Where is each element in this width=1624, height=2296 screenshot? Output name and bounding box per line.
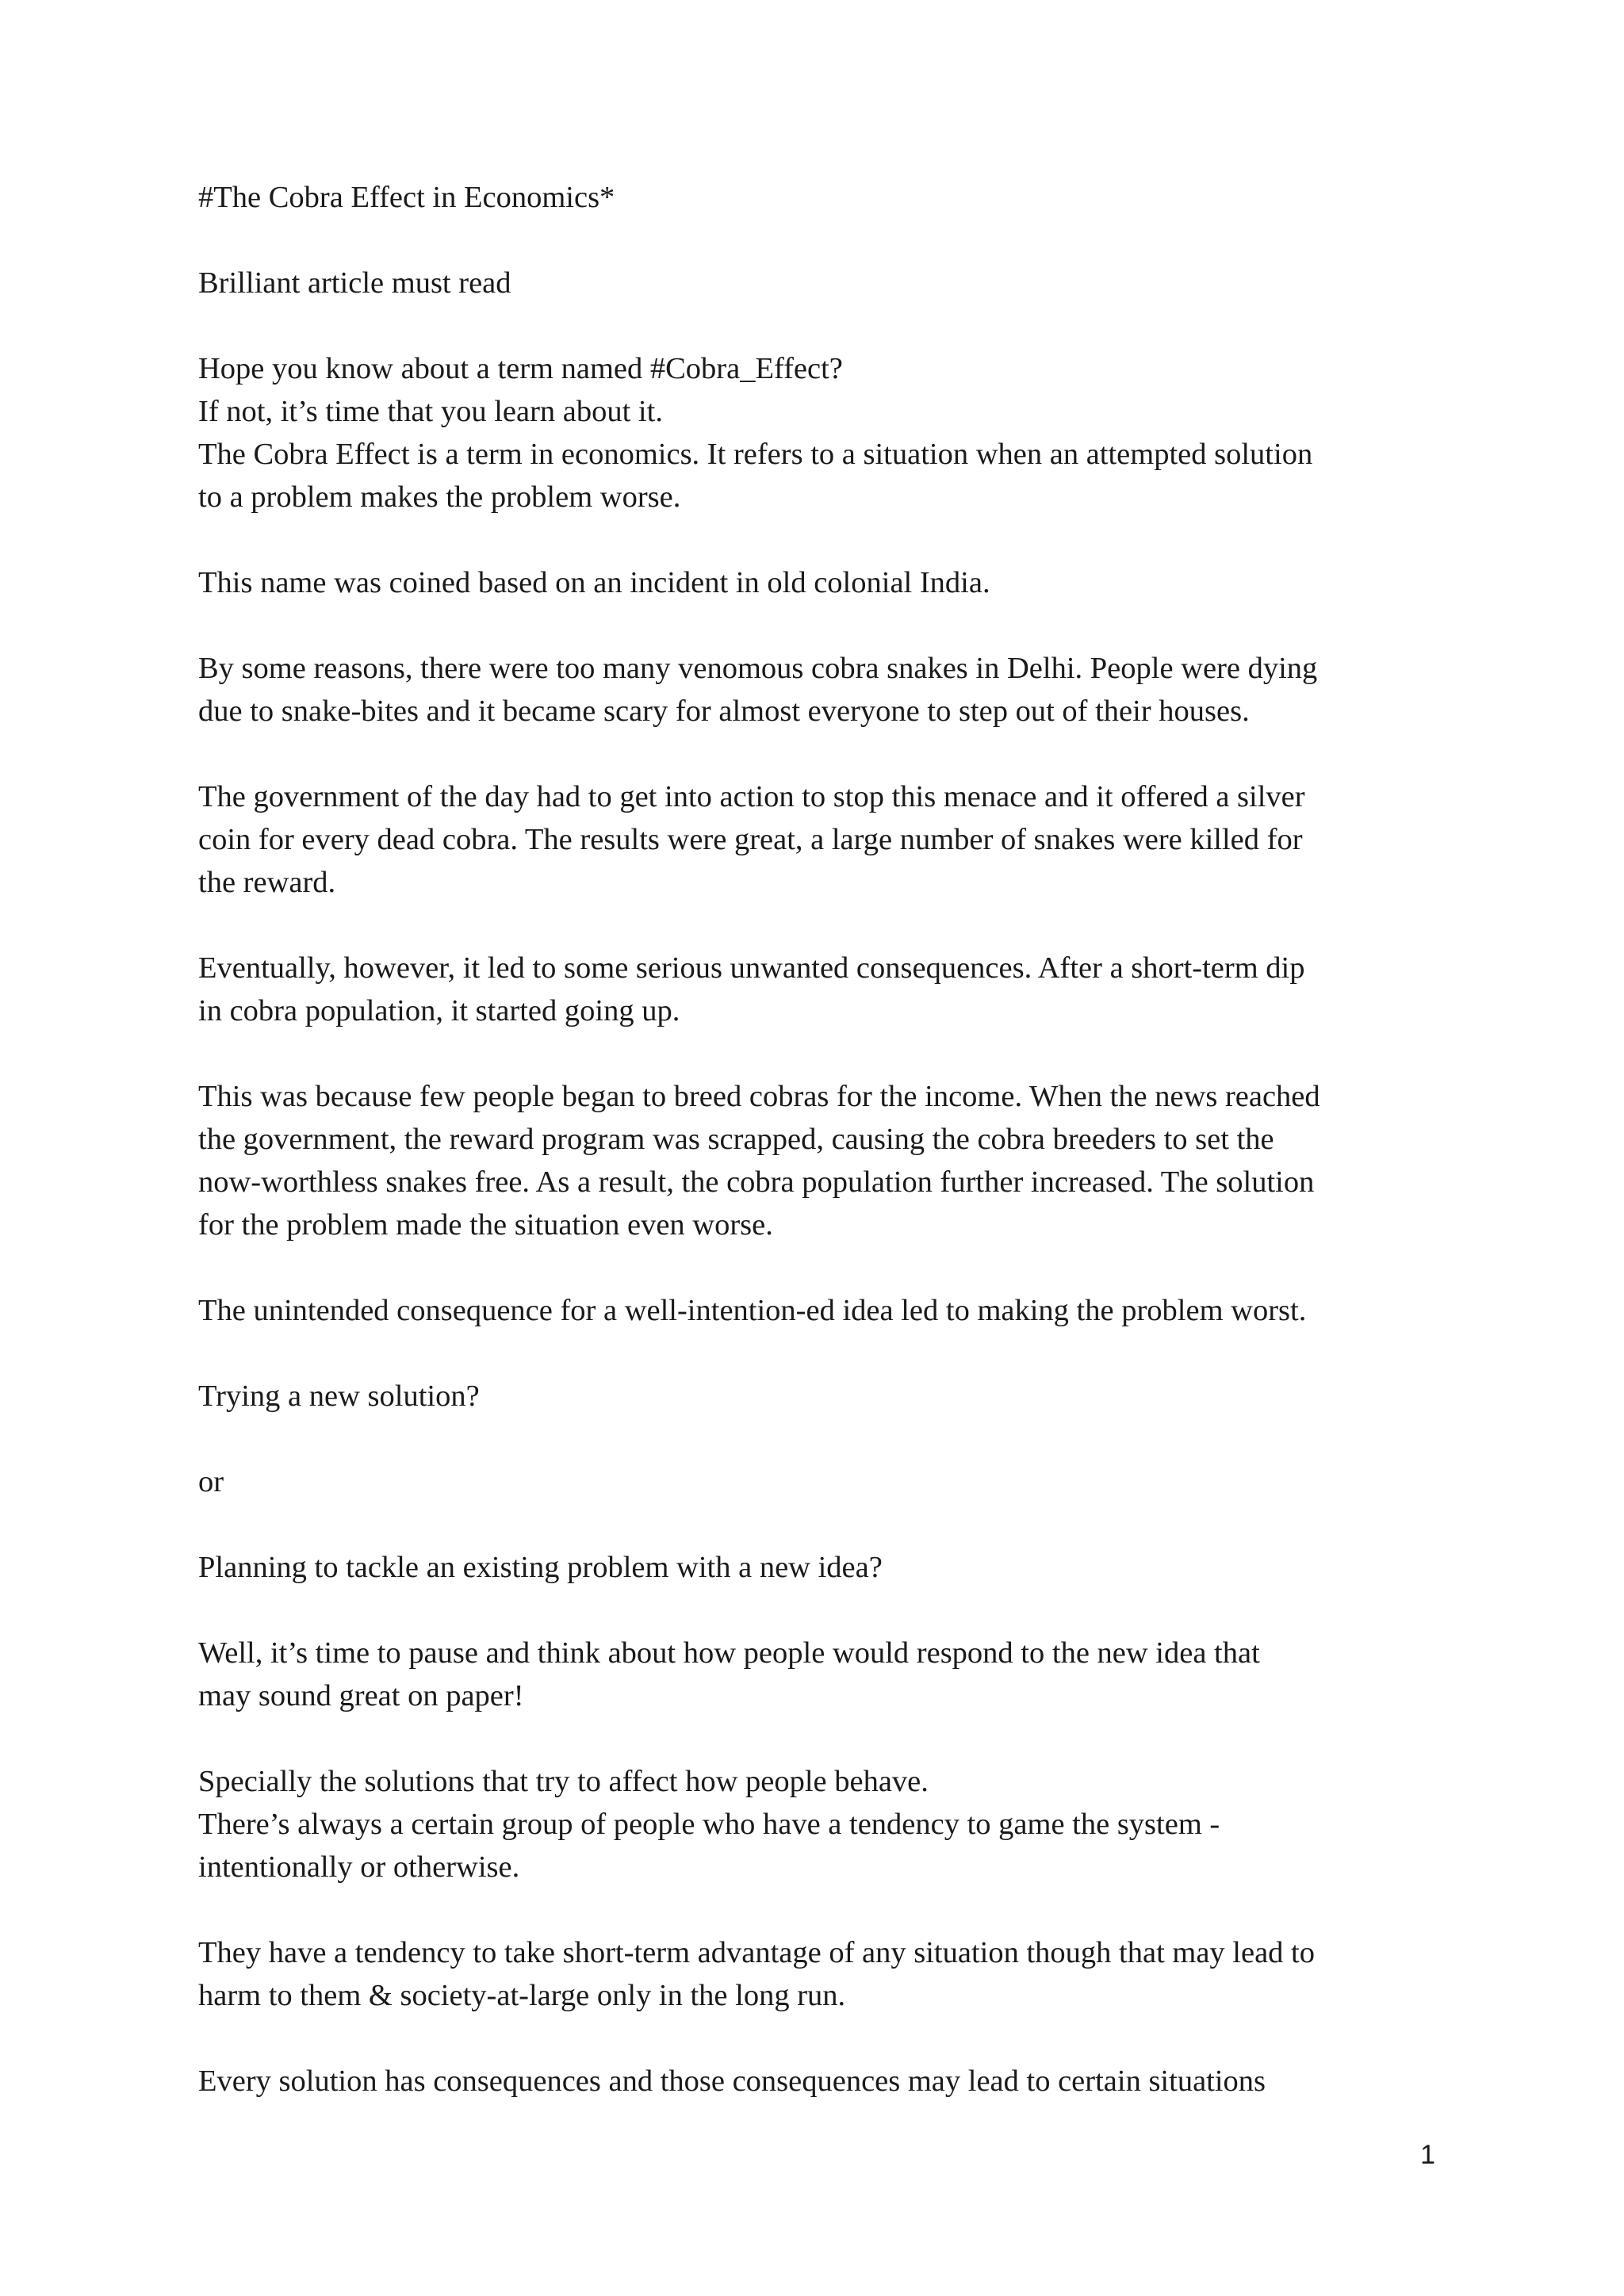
text-line: This was because few people began to breed cobras for the income. When the news reached bbox=[198, 1080, 1320, 1113]
text-line: The government of the day had to get into action to stop this menace and it offered a silver bbox=[198, 780, 1305, 813]
paragraph bbox=[198, 1931, 1443, 2017]
text-line: There’s always a certain group of people who have a tendency to game the system - bbox=[198, 1808, 1220, 1841]
text-line: They have a tendency to take short-term advantage of any situation though that may lead to bbox=[198, 1936, 1315, 1969]
text-line: due to snake-bites and it became scary for almost everyone to step out of their houses. bbox=[198, 695, 1250, 728]
text-line: to a problem makes the problem worse. bbox=[198, 480, 681, 514]
text-line: Every solution has consequences and those consequences may lead to certain situations bbox=[198, 2064, 1266, 2098]
paragraph bbox=[198, 1760, 1443, 1888]
paragraph bbox=[198, 561, 1443, 604]
text-line: in cobra population, it started going up. bbox=[198, 994, 680, 1027]
text-line: Brilliant article must read bbox=[198, 266, 511, 300]
text-line: may sound great on paper! bbox=[198, 1679, 524, 1712]
text-line: intentionally or otherwise. bbox=[198, 1850, 520, 1884]
page-number: 1 bbox=[1420, 2140, 1435, 2170]
text-line: harm to them & society-at-large only in the long run. bbox=[198, 1979, 846, 2012]
text-line: Trying a new solution? bbox=[198, 1380, 480, 1413]
paragraph bbox=[198, 1632, 1443, 1717]
text-line: the reward. bbox=[198, 866, 336, 899]
text-line: coin for every dead cobra. The results were great, a large number of snakes were killed for bbox=[198, 823, 1303, 856]
paragraph bbox=[198, 1289, 1443, 1332]
paragraph bbox=[198, 1375, 1443, 1418]
document-title bbox=[198, 176, 1443, 219]
text-line: #The Cobra Effect in Economics* bbox=[198, 181, 615, 214]
text-line: for the problem made the situation even worse. bbox=[198, 1208, 773, 1242]
text-line: or bbox=[198, 1465, 224, 1498]
paragraph bbox=[198, 347, 1443, 519]
text-line: the government, the reward program was scrapped, causing the cobra breeders to set the bbox=[198, 1123, 1274, 1156]
text-line: By some reasons, there were too many venomous cobra snakes in Delhi. People were dying bbox=[198, 652, 1318, 685]
paragraph bbox=[198, 1546, 1443, 1589]
text-line: Specially the solutions that try to affect how people behave. bbox=[198, 1765, 929, 1798]
paragraph bbox=[198, 775, 1443, 904]
paragraph bbox=[198, 947, 1443, 1032]
text-line: If not, it’s time that you learn about it. bbox=[198, 395, 663, 428]
paragraph bbox=[198, 1460, 1443, 1503]
text-line: Well, it’s time to pause and think about how people would respond to the new idea that bbox=[198, 1636, 1260, 1670]
paragraph bbox=[198, 262, 1443, 304]
text-line: Hope you know about a term named #Cobra_Effect? bbox=[198, 352, 843, 385]
paragraph bbox=[198, 1075, 1443, 1246]
text-line: Eventually, however, it led to some serious unwanted consequences. After a short-term dip bbox=[198, 951, 1305, 985]
paragraph bbox=[198, 2060, 1443, 2103]
paragraph bbox=[198, 647, 1443, 733]
text-line: now-worthless snakes free. As a result, the cobra population further increased. The solution bbox=[198, 1165, 1315, 1199]
text-line: This name was coined based on an incident in old colonial India. bbox=[198, 566, 990, 599]
text-line: The unintended consequence for a well-intention-ed idea led to making the problem worst. bbox=[198, 1294, 1307, 1327]
text-line: Planning to tackle an existing problem with a new idea? bbox=[198, 1551, 883, 1584]
document-body bbox=[198, 176, 1443, 2145]
text-line: The Cobra Effect is a term in economics. It refers to a situation when an attempted solution bbox=[198, 438, 1313, 471]
